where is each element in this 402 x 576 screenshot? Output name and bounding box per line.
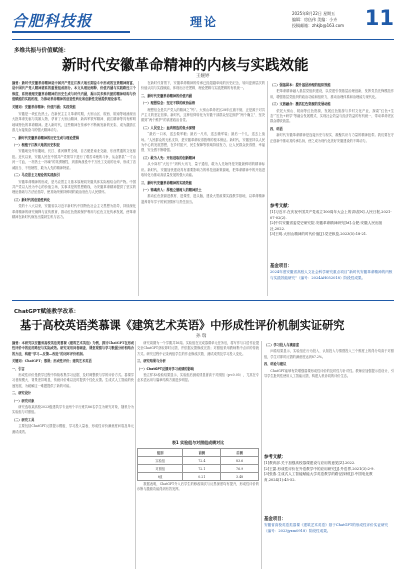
subheading: （一）铸魂育人：厚植立德树人的精神沃土 [141, 187, 202, 192]
article1-column-1 [12, 81, 136, 296]
article1-column-2 [141, 81, 265, 296]
article1-column-3 [270, 81, 394, 201]
table-row [138, 465, 259, 473]
article2-column-2 [137, 341, 259, 437]
article1-fund [270, 264, 394, 281]
fund-text: 安徽省高校英语类慕课《建筑艺术英语》基于ChatGPT的形成性评价实证研究（编号：2023jyxm0918）阶段性成果。 [264, 523, 389, 533]
paragraph: 研究周期为一个学期共16周。实验组在完成慕课单元任务后，将写作与口语作业提交至ChatGPT获取即时反馈，并依据反馈修改完善；对照组采用教师集中点评的传统方式。研究过程中记录两组学生的作业修改次数、测试成绩及学习投入变化。 [137, 341, 259, 356]
subheading: 二、新时代安徽革命精神的价值内涵 [141, 93, 192, 98]
subheading: （一）根植于江淮大地的历史积淀 [12, 143, 60, 148]
reference-item: [1]习近平.在庆祝中国共产党成立100周年大会上的讲话[N].人民日报,2021-07-02(2). [270, 210, 392, 220]
paragraph: 研究选取某高校2023级建筑学专业两个平行班共86名学生为研究对象，随机分为实验组与对照组。 [12, 405, 134, 415]
article1-references [270, 204, 394, 237]
paragraph: 在新时代背景下，安徽革命精神的传承已经超越单纯的历史纪念，转向更深层次的价值认同与实践赋能，体现出历史逻辑、理论逻辑与实践逻辑的有机统一。 [141, 81, 265, 91]
paragraph: 从小岗村“大包干”到科大讯飞、量子通信，敢为人先始终是安徽最鲜明的精神标识。新时代，安徽加快建设具有重要影响力的科技创新策源地，把革命精神中的开拓进取转化为推动高质量发展的强大动能。 [141, 162, 265, 178]
subheading: 三、研究结果与分析 [137, 359, 166, 364]
masthead-meta [292, 11, 344, 29]
reference-item: [3]张燕.生成式人工智能赋能大学英语教学的路径探析[J].中国电化教育,2024(1):45-52. [264, 472, 373, 482]
subheading: （二）学习投入与满意度 [264, 343, 300, 347]
paragraph: 摘要：本研究以安徽省高校英语类慕课《建筑艺术英语》为例，探讨ChatGPT在形成性评价中的应用路径与实际成效。研究采用问卷调查、课堂观察与学习数据分析相结合的方法，构建“学习—反馈—改进”的闭环评价机制。 [12, 341, 134, 356]
masthead-rule [12, 39, 394, 40]
article-separator [12, 300, 394, 301]
paragraph: 主要包括ChatGPT反馈提示模板、学习投入量表、形成性评价满意度问卷及单元测试成绩。 [12, 424, 134, 434]
table-cell: 72.1 [183, 465, 221, 473]
fund-title: 基金项目： [264, 517, 286, 522]
column-divider [261, 341, 262, 569]
table-caption: 表1 实验组与对照组成绩对比 [171, 440, 225, 445]
column-divider [138, 81, 139, 296]
article2-column-2-continued [137, 482, 259, 569]
references-title: 参考文献： [270, 204, 292, 209]
table-header-cell: 后测 [221, 449, 259, 457]
reference-item: [1]教育部.关于加强高校慕课建设与应用的意见[Z].2022. [264, 461, 356, 466]
subheading: （一）研究对象 [12, 398, 35, 403]
article2-fund [264, 517, 394, 534]
paragraph: 数据表明，ChatGPT介入后学生的修改频次与反思深度均有提升，形成性评价的诊断与激励功能得到有效发挥。 [137, 482, 259, 492]
paragraph: ChatGPT能够有效增强慕课形成性评价的及时性与针对性。教师应加强提示语设计，引导学生批判性使用人工智能反馈，构建人机协同的评价生态。 [264, 368, 394, 379]
article2-headline: 基于高校英语类慕课《建筑艺术英语》中形成性评价机制实证研究 [20, 319, 345, 332]
article1-byline: 王婉婷 [196, 74, 210, 79]
masthead [12, 8, 394, 38]
paragraph: 依托大别山、皖南等红色资源，发展红色旅游与乡村文化产业，探索“红色+生态”“红色+研学”等融合发展模式，实现社会效益与经济效益的有机统一，带动革命老区群众增收致富。 [270, 108, 394, 124]
paragraph: 关键词：安徽革命精神；价值内涵；实践效能 [12, 104, 76, 109]
subheading: （二）人民至上：血肉相连的鱼水深情 [141, 125, 196, 130]
paragraph: 安徽是一块红色热土。在新民主主义革命时期，大别山区、皖西、皖南等地涌现出大批革命先驱与英雄人物，孕育了大别山精神、新四军铁军精神、渡江精神等具有鲜明地域特色的革命精神。进入新时代，这些精神在传承中不断焕发新的光彩，成为激励江淮儿女接续奋斗的强大精神动力。 [12, 112, 136, 133]
editor-credits: 编辑：房伍伟 美编：小卉 [292, 17, 338, 22]
paragraph: 安徽革命精神的形成，是马克思主义基本原理同安徽具体实际相结合的产物。中国共产党以人民为中心的价值立场，实事求是的思想路线，为安徽革命精神提供了坚实的理论基础与方法论指导，使其始终保持鲜明的政治底色与人民情怀。 [12, 179, 136, 195]
table-cell: 实验组 [138, 457, 183, 465]
article1-headline: 新时代安徽革命精神的内核与实践效能 [62, 58, 309, 74]
article1-kicker: 多维共振与价值赋能： [14, 48, 70, 54]
article2-column-1 [12, 341, 134, 569]
table-row [138, 457, 259, 465]
paragraph: 把革命精神融入基层党组织建设，以党建引领基层治理创新，发挥党员先锋模范作用，增强基层党组织的政治功能和组织力，推动治理体系和治理能力现代化。 [270, 89, 394, 99]
newspaper-logo: 合肥科技报 [12, 12, 93, 30]
subheading: （二）研究工具 [12, 417, 35, 422]
table-row [138, 473, 259, 481]
paragraph: 关键词：ChatGPT；慕课；形成性评价；建筑艺术英语 [12, 359, 92, 364]
paragraph: 新时代安徽革命精神是连接历史与现实、凝聚共识与力量的精神纽带。我们要在守正创新中推动其传承弘扬，使之成为现代化美好安徽建设的不竭动力。 [270, 133, 394, 143]
table-cell: t值 [138, 473, 183, 481]
section-title: 理论 [190, 15, 219, 29]
reference-item: [2]中共安徽省委党史研究院.安徽革命精神研究[M].合肥:安徽人民出版社,2022. [270, 221, 383, 231]
subheading: （一）理想信念：坚定不移的政治品格 [141, 101, 196, 106]
table-cell: 0.21 [183, 473, 221, 481]
table-cell: 76.9 [221, 465, 259, 473]
column-divider [267, 81, 268, 296]
table-cell: 83.6 [221, 457, 259, 465]
subheading: （一）ChatGPT反馈对学习成绩的影响 [137, 366, 194, 371]
paragraph: 独立样本t检验结果显示，实验组后测成绩显著高于对照组（p<0.05），尤其在专业术语运用与篇章结构方面进步明显。 [137, 373, 259, 383]
paragraph: 推动红色资源进教材、进课堂、进头脑，建设大思政课实践教学基地，以革命精神滋养青年学子的家国情怀与责任担当。 [141, 194, 265, 204]
article2-references [264, 455, 394, 483]
subheading: （二）强基固本：提升基层治理的组织效能 [270, 83, 331, 87]
paragraph: 理想信念是共产党人的精神之“钙”。大别山革命老区28年红旗不倒，正是源于对共产主义的坚定信仰。新时代，这种信仰转化为安徽干部群众坚定拥护“两个确立”、坚决做到“两个维护”的高度政治自觉。 [141, 107, 265, 123]
subheading: （三）新时代的创造性转化 [12, 197, 51, 202]
subheading: 四、结语 [270, 126, 283, 131]
subheading: 四、结论与建议 [264, 362, 287, 367]
paragraph: 安徽地处华东腹地，长江、淮河横贯全境，自古便是南北交融、东西贯通的文化枢纽。近代以来，安徽人民在中国共产党领导下进行了艰苦卓绝的斗争，从金寨县“一寸山河一寸血，一抔热土一抔魂”的英勇牺牲，到淮海战役中千万民工支前的壮举，形成了忠诚担当、不怕牺牲、敢为人先的精神特质。 [12, 149, 136, 170]
reference-item: [3]王明.大别山精神的时代价值[J].党史纵览,2023(5):18-21. [270, 232, 368, 237]
page-number: 11 [364, 6, 394, 30]
score-table [137, 448, 259, 481]
logo-underline [12, 31, 130, 33]
subheading: （三）文旅融合：激活红色资源的发展动能 [270, 102, 331, 107]
results-table [137, 440, 259, 481]
table-cell: 3.48 [221, 473, 259, 481]
article2-kicker: ChatGPT赋能教学改革： [14, 309, 80, 315]
table-cell: 72.4 [183, 457, 221, 465]
paragraph: 摘要：新时代安徽革命精神是中国共产党在江淮大地长期奋斗中形成的宝贵精神财富，是中国共产党人精神谱系的重要组成部分。本文从理论阐释、价值内涵与实践路径三个维度，系统梳理安徽革命精神的历史生成与时代内涵，揭示其多维共振的精神结构与价值赋能的实践机理，为推动革命精神的创造性转化和创新性发展提供理论参考。 [12, 81, 136, 102]
table-cell: 对照组 [138, 465, 183, 473]
contact-email: 投稿邮箱：zhkjb@163.com [292, 23, 345, 28]
paragraph: 形成性评价是教学过程中持续收集学习证据、及时调整教与学的评价方式。慕课学习者规模大、背景差异明显，传统评价难以及时提供个性化反馈。生成式人工智能的快速发展，为破解这一难题提供了新的可能。 [12, 373, 134, 388]
subheading: 一、引言 [12, 366, 25, 371]
paragraph: 问卷结果显示，实验组在行为投入、认知投入与情感投入三个维度上的得分均高于对照组，学生对即时反馈的满意度达到87.2%。 [264, 349, 394, 359]
references-title: 参考文献： [264, 455, 286, 460]
subheading: （三）敢为人先：开拓进取的创新精神 [141, 155, 196, 160]
article2-column-3 [264, 341, 394, 451]
issue-date: 2025年8月22日 星期五 [292, 11, 336, 16]
fund-text: 2024年度安徽省高校人文社会科学研究重点项目“新时代安徽革命精神的内核与实践效能研究”（编号：2024AH052018）阶段性成果。 [270, 270, 393, 280]
reference-item: [2]王蔷.形成性评价在外语教学中的应用研究[J].外语界,2021(3):2-9. [264, 466, 375, 471]
subheading: 一、新时代安徽革命精神的历史生成与理论逻辑 [12, 135, 79, 140]
table-header-cell: 组别 [138, 449, 183, 457]
paragraph: “最后一口米，送去做军粮；最后一尺布，送去缝军装；最后一个儿，送去上战场。”人民群众的无私支持，是安徽革命取得胜利的根本保证。新时代，安徽坚持以人民为中心的发展思想，在乡村振兴、民生保障等领域持续发力，让人民群众获得感、幸福感、安全感不断增强。 [141, 132, 265, 153]
subheading: 二、研究设计 [12, 391, 32, 396]
table-header-cell: 前测 [183, 449, 221, 457]
paragraph: 党的十八大以来，安徽省以习近平新时代中国特色社会主义思想为指导，持续深化革命精神的研究阐释与宣传教育，推动红色资源保护利用与红色文化传承发展，使革命精神在新时代焕发出蓬勃生机与活力。 [12, 204, 136, 219]
article2-byline: 孙 瑞 [196, 334, 207, 339]
column-divider [135, 341, 136, 569]
subheading: （二）马克思主义理论的实践指引 [12, 173, 60, 178]
subheading: 三、新时代安徽革命精神的实践效能 [141, 180, 192, 185]
fund-title: 基金项目： [270, 264, 292, 269]
